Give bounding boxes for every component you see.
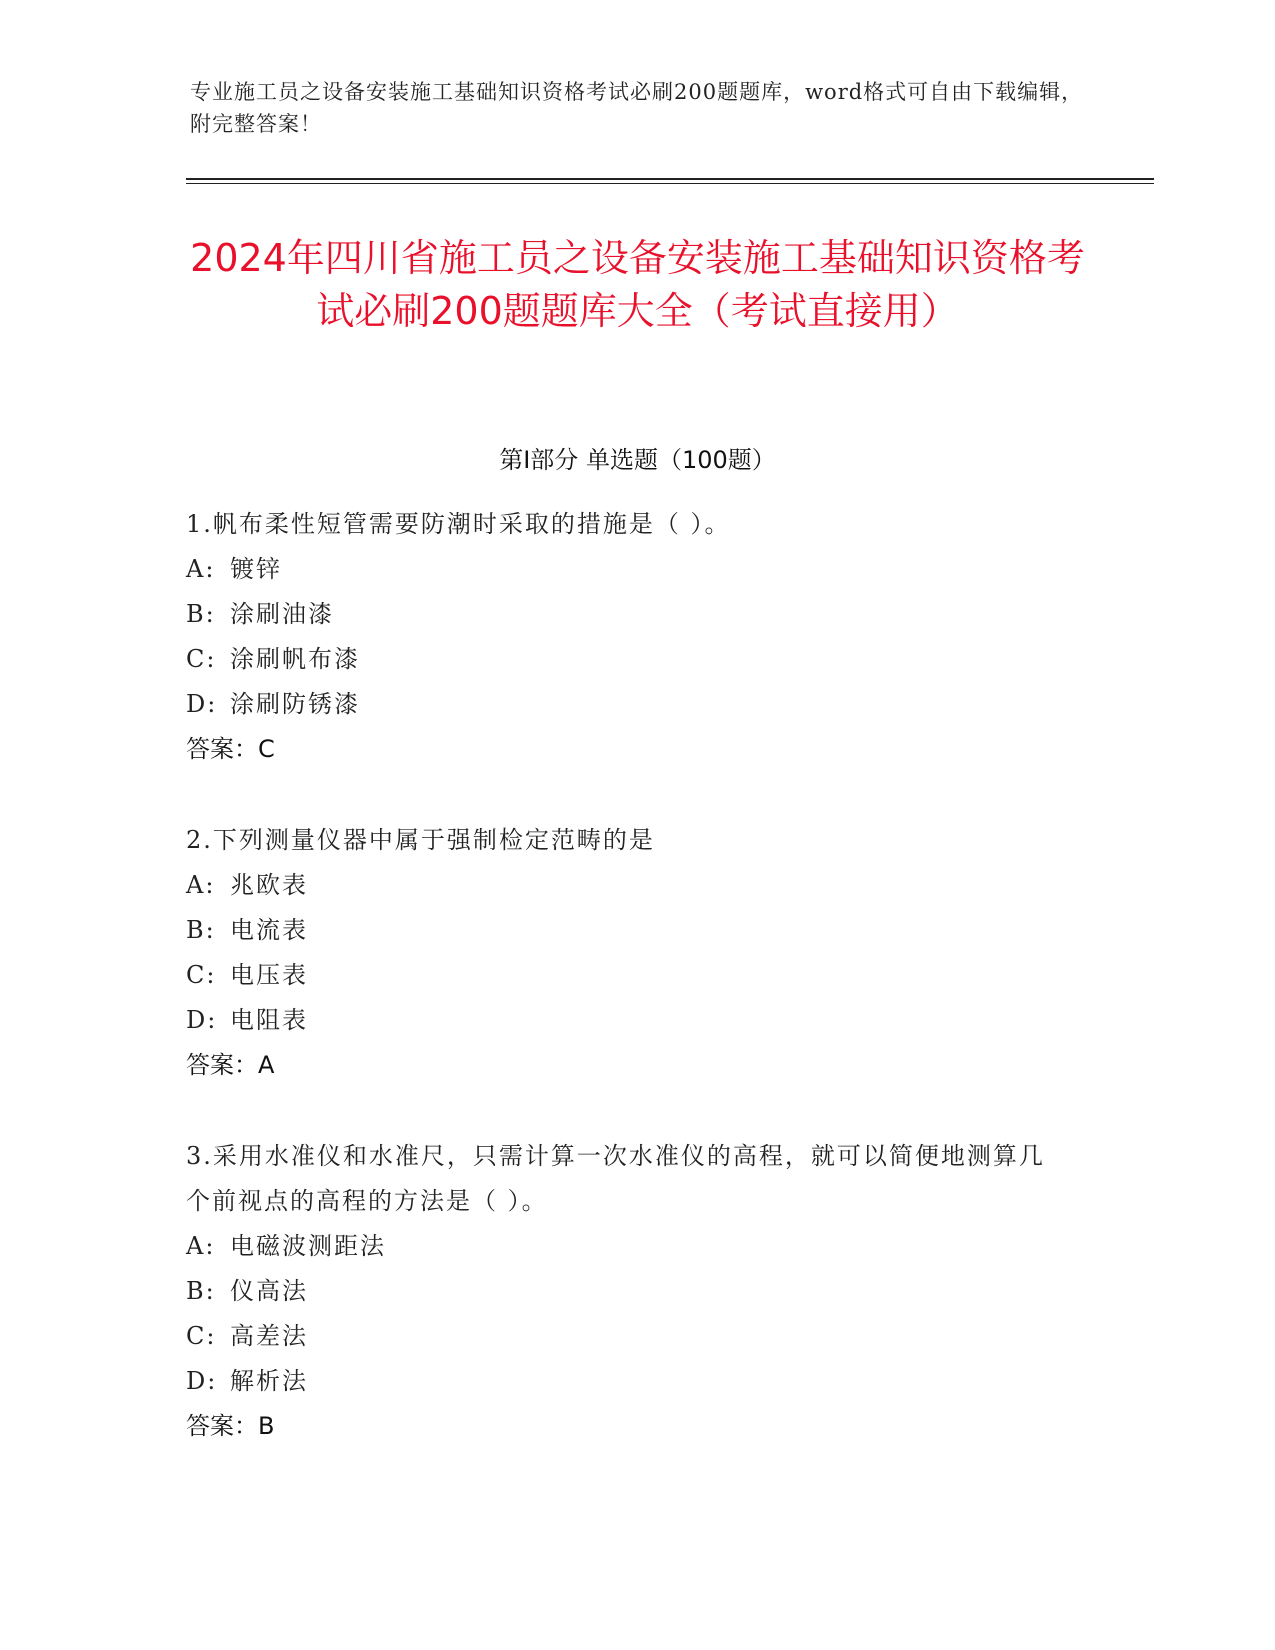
option-letter: D: [186, 1006, 218, 1034]
option-a [186, 1224, 1066, 1269]
option-letter: D: [186, 1367, 218, 1395]
question-text: 2.下列测量仪器中属于强制检定范畴的是 [186, 826, 655, 854]
option-text: 电流表 [230, 916, 308, 944]
answer: 答案：C [186, 735, 275, 763]
option-letter: A: [186, 871, 216, 899]
option-letter: B: [186, 600, 216, 628]
question-3 [186, 1134, 1066, 1449]
option-letter: B: [186, 916, 216, 944]
option-b [186, 592, 1066, 637]
option-text: 涂刷防锈漆 [230, 690, 360, 718]
option-text: 电磁波测距法 [230, 1232, 386, 1260]
answer: 答案：A [186, 1051, 275, 1079]
option-text: 兆欧表 [230, 871, 308, 899]
option-c [186, 1314, 1066, 1359]
header-rule-thin [186, 183, 1154, 184]
option-letter: C: [186, 645, 217, 673]
option-a [186, 863, 1066, 908]
option-b [186, 1269, 1066, 1314]
option-text: 镀锌 [230, 555, 282, 583]
option-b [186, 908, 1066, 953]
question-text: 1.帆布柔性短管需要防潮时采取的措施是（ ）。 [186, 510, 731, 538]
option-letter: D: [186, 690, 218, 718]
option-text: 仪高法 [230, 1277, 308, 1305]
document-title: 2024年四川省施工员之设备安装施工基础知识资格考试必刷200题题库大全（考试直接用） [190, 236, 1085, 333]
option-letter: B: [186, 1277, 216, 1305]
option-d [186, 998, 1066, 1043]
question-text: 3.采用水准仪和水准尺，只需计算一次水准仪的高程，就可以简便地测算几个前视点的高程的方法是（ ）。 [186, 1142, 1045, 1215]
option-letter: A: [186, 555, 216, 583]
option-text: 电压表 [230, 961, 308, 989]
header-note: 专业施工员之设备安装施工基础知识资格考试必刷200题题库，word格式可自由下载编辑，附完整答案！ [190, 80, 1084, 136]
option-c [186, 953, 1066, 998]
header-rule-thick [186, 178, 1154, 180]
option-d [186, 682, 1066, 727]
option-a [186, 547, 1066, 592]
option-text: 涂刷帆布漆 [230, 645, 360, 673]
option-c [186, 637, 1066, 682]
option-text: 涂刷油漆 [230, 600, 334, 628]
option-text: 电阻表 [230, 1006, 308, 1034]
question-2 [186, 818, 1066, 1088]
question-1 [186, 502, 1066, 772]
option-text: 高差法 [230, 1322, 308, 1350]
section-title: 第Ⅰ部分 单选题（100题） [499, 446, 776, 474]
option-letter: C: [186, 961, 217, 989]
option-d [186, 1359, 1066, 1404]
answer: 答案：B [186, 1412, 275, 1440]
option-letter: C: [186, 1322, 217, 1350]
option-letter: A: [186, 1232, 216, 1260]
option-text: 解析法 [230, 1367, 308, 1395]
